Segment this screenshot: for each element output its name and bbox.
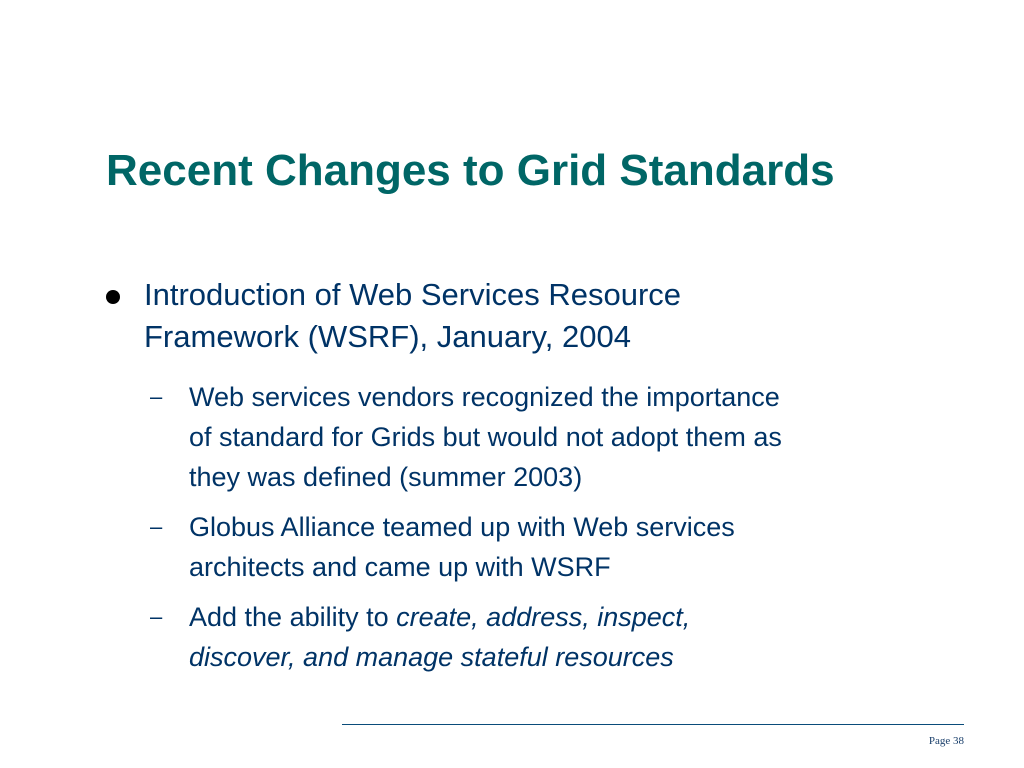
sub-bullet-prefix: Add the ability to bbox=[189, 602, 397, 632]
bullet-text-line-2: Framework (WSRF), January, 2004 bbox=[144, 319, 631, 354]
sub-bullet-line: Web services vendors recognized the importance bbox=[189, 382, 780, 412]
sub-bullet-text bbox=[189, 597, 949, 677]
dash-icon: – bbox=[150, 604, 163, 629]
sub-bullet-line: architects and came up with WSRF bbox=[189, 552, 611, 582]
dash-icon: – bbox=[150, 514, 163, 539]
sub-bullet-text bbox=[189, 507, 949, 587]
sub-bullet-line: Globus Alliance teamed up with Web services bbox=[189, 512, 735, 542]
sub-bullet-line: of standard for Grids but would not adopt them as bbox=[189, 422, 782, 452]
page-number: Page 38 bbox=[928, 735, 964, 747]
bullet-text-line-1: Introduction of Web Services Resource bbox=[144, 277, 682, 312]
slide-title: Recent Changes to Grid Standards bbox=[106, 146, 835, 195]
bullet-text bbox=[144, 274, 904, 358]
sub-bullet-text bbox=[189, 377, 949, 497]
sub-bullet-emphasis-2: discover, and manage stateful resources bbox=[189, 642, 674, 672]
sub-bullet-emphasis-1: create, address, inspect, bbox=[396, 602, 691, 632]
bullet-dot-icon bbox=[106, 290, 120, 304]
dash-icon: – bbox=[150, 384, 163, 409]
sub-bullet-line: they was defined (summer 2003) bbox=[189, 462, 583, 492]
footer-rule bbox=[342, 724, 964, 725]
